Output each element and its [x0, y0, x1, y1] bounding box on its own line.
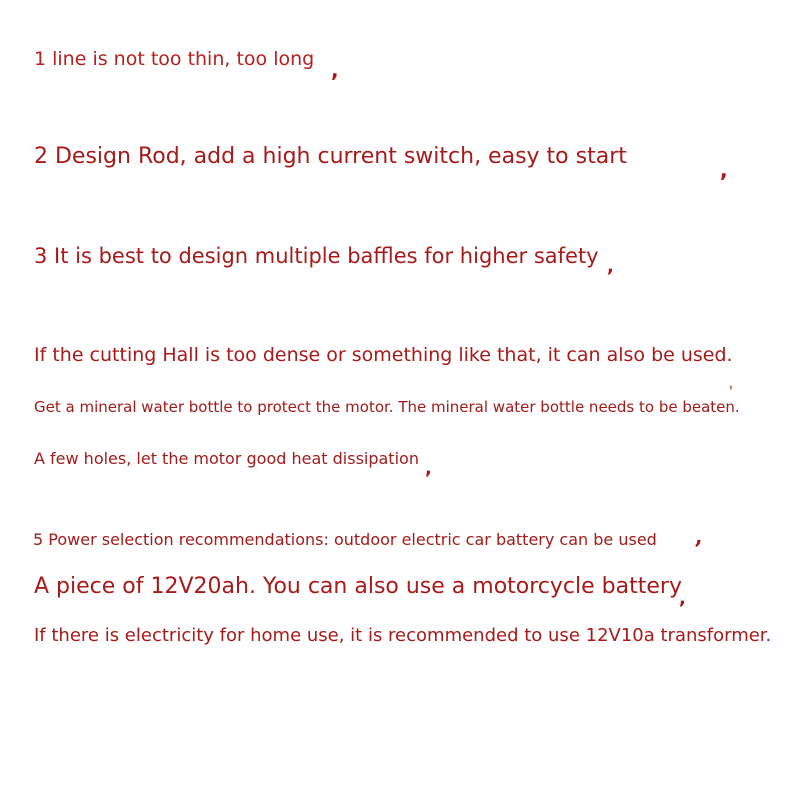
text-line-8: A piece of 12V20ah. You can also use a motorcycle battery	[34, 574, 682, 599]
text-line-2: 2 Design Rod, add a high current switch, easy to start	[34, 144, 627, 169]
text-line-4: If the cutting Hall is too dense or something like that, it can also be used.	[34, 344, 733, 366]
apostrophe-mark: '	[729, 384, 733, 400]
comma-mark: ,	[425, 458, 432, 479]
text-line-5: Get a mineral water bottle to protect the motor. The mineral water bottle needs to be beaten.	[34, 398, 740, 416]
text-line-3: 3 It is best to design multiple baffles for higher safety	[34, 244, 599, 268]
comma-mark: ,	[607, 256, 614, 277]
quote-mark: ’	[694, 535, 703, 564]
text-line-1: 1 line is not too thin, too long	[34, 48, 315, 70]
text-line-9: If there is electricity for home use, it is recommended to use 12V10a transformer.	[34, 625, 772, 646]
comma-mark: ,	[720, 158, 728, 182]
text-line-6: A few holes, let the motor good heat dissipation	[34, 449, 419, 468]
comma-mark: ,	[331, 58, 339, 82]
text-line-7: 5 Power selection recommendations: outdoor electric car battery can be used	[33, 530, 657, 549]
comma-mark: ,	[679, 588, 686, 609]
